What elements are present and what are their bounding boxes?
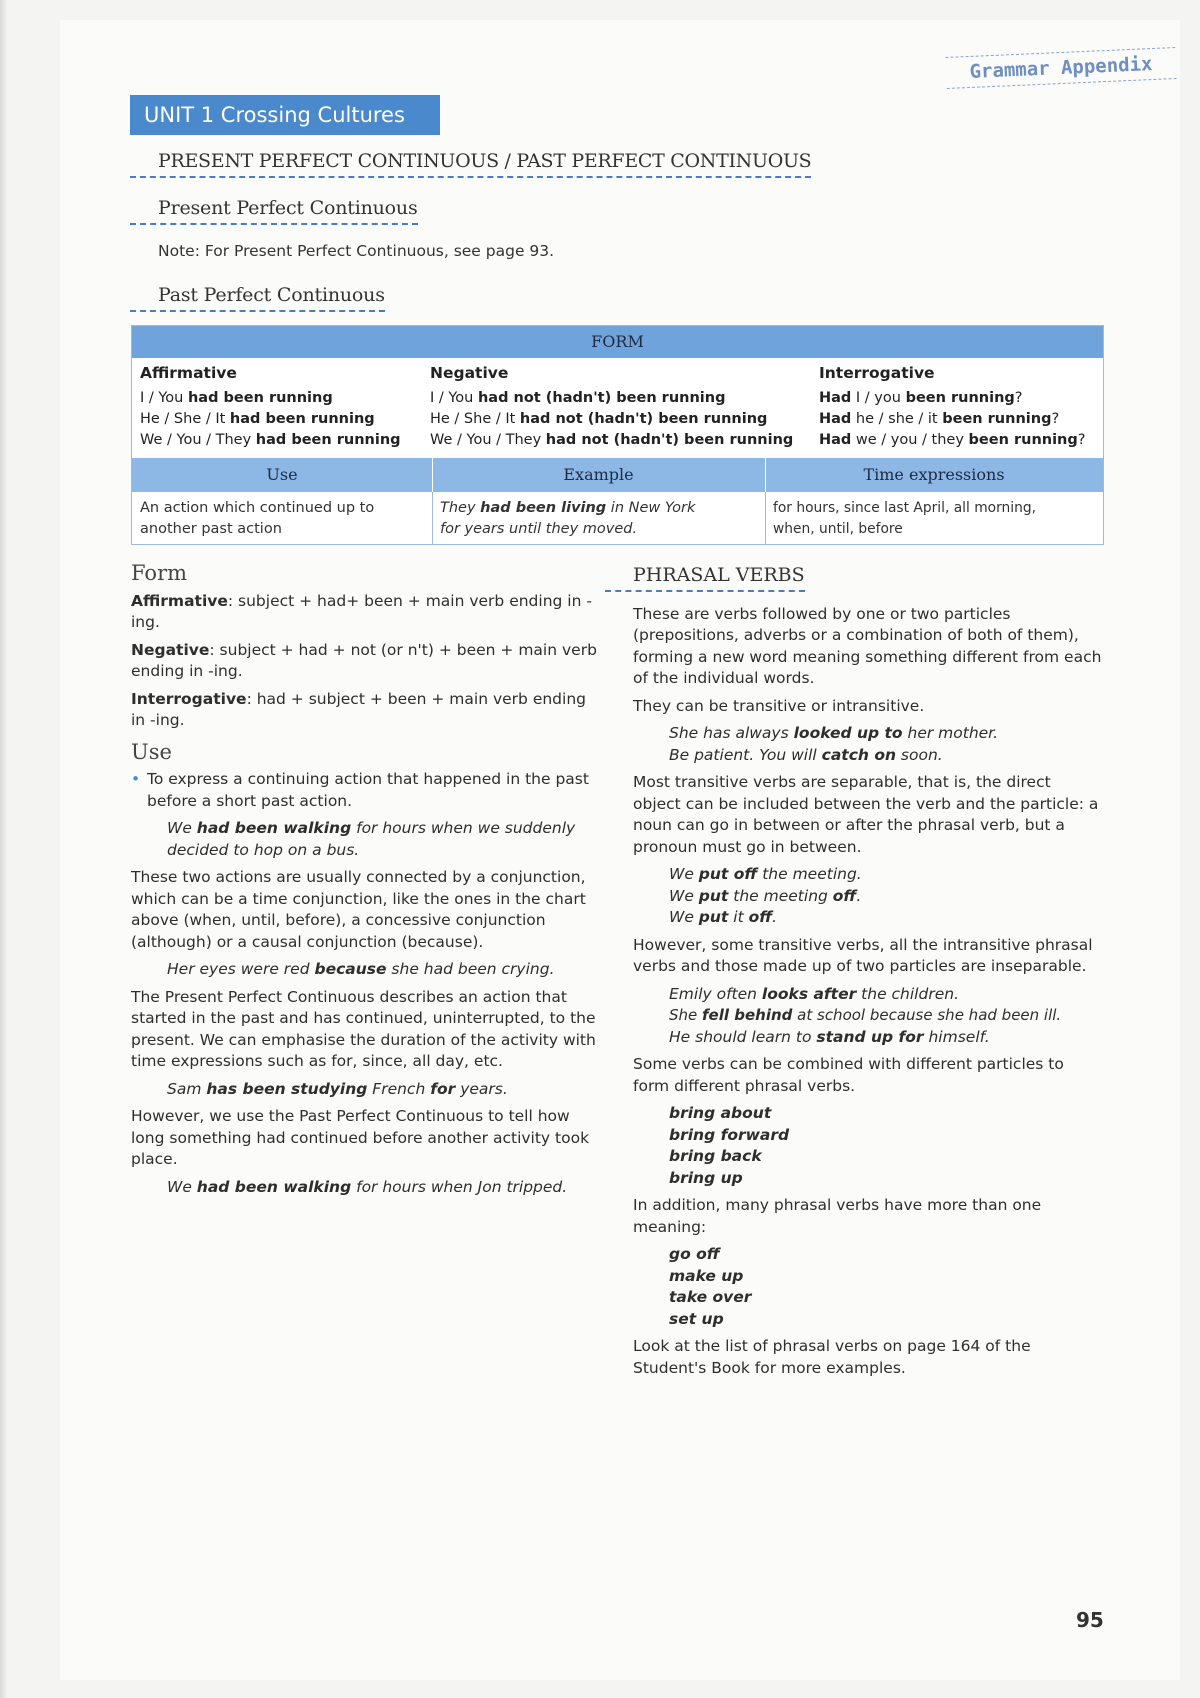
page-number: 95 [1076, 1608, 1104, 1632]
phrasal-verbs-title: PHRASAL VERBS [605, 565, 805, 592]
paragraph: Some verbs can be combined with different particles to form different phrasal verbs. [633, 1055, 1064, 1095]
paragraph: These two actions are usually connected by a conjunction, which can be a time conjunction, like the ones in the chart above (when, until, before), a concessive conjunction (although) or a causal conjunction (because). [131, 868, 586, 951]
negative-column [430, 364, 793, 451]
paragraph: These are verbs followed by one or two particles (prepositions, adverbs or a combination of both of them), forming a new word meaning something different from each of the individual words. [633, 604, 1102, 687]
paragraph: In addition, many phrasal verbs have more than one meaning: [633, 1196, 1042, 1236]
paragraph: Most transitive verbs are separable, that is, the direct object can be included between the verb and the particle: a noun can go in between or after the phrasal verb, but a pronoun must go in between. [633, 773, 1099, 856]
negative-line: We / You / They had not (hadn't) been running [430, 432, 794, 448]
example-sentence: He should learn to stand up for himself. [669, 1027, 990, 1046]
negative-label: Negative [430, 364, 509, 382]
example-sentence: We had been walking for hours when Jon tripped. [167, 1177, 568, 1196]
form-negative: Negative: subject + had + not (or n't) + been + main verb ending in -ing. [131, 640, 597, 680]
unit-banner: UNIT 1 Crossing Cultures [130, 95, 440, 135]
paragraph: Look at the list of phrasal verbs on page 164 of the Student's Book for more examples. [633, 1337, 1031, 1377]
note-line [158, 242, 554, 260]
example-cell: They had been living in New York for years until they moved. [440, 500, 696, 537]
phrasal-verb-item: set up [669, 1309, 724, 1328]
paragraph: However, some transitive verbs, all the intransitive phrasal verbs and those made up of two particles are inseparable. [633, 935, 1093, 975]
interrogative-label: Interrogative [819, 364, 935, 382]
table-header-form: FORM [132, 326, 1103, 358]
form-title: Form [131, 561, 188, 585]
example-sentence: Be patient. You will catch on soon. [669, 745, 943, 764]
table-forms-row [132, 358, 1103, 458]
affirmative-line: We / You / They had been running [140, 432, 401, 448]
subheader-use: Use [266, 465, 298, 484]
right-column [633, 565, 1103, 1385]
negative-line: He / She / It had not (hadn't) been running [430, 411, 768, 427]
example-sentence: Sam has been studying French for years. [167, 1079, 508, 1098]
interrogative-line: Had he / she / it been running? [819, 411, 1060, 427]
use-title: Use [131, 739, 172, 764]
phrasal-verb-item: bring back [669, 1147, 762, 1165]
bullet-icon: • [131, 770, 141, 788]
column-divider [432, 492, 433, 544]
main-heading: PRESENT PERFECT CONTINUOUS / PAST PERFECT CONTINUOUS [130, 150, 811, 178]
form-affirmative: Affirmative: subject + had+ been + main verb ending in -ing. [131, 591, 592, 631]
interrogative-line: Had I / you been running? [819, 390, 1023, 406]
affirmative-label: Affirmative [140, 364, 237, 382]
example-sentence: We had been walking for hours when we suddenly decided to hop on a bus. [167, 819, 576, 859]
note-label: Note: [158, 242, 200, 260]
example-sentence: We put the meeting off. [669, 886, 862, 905]
example-sentence: Her eyes were red because she had been crying. [167, 960, 555, 978]
page-binding-shadow [0, 0, 8, 1698]
example-sentence: Emily often looks after the children. [669, 984, 959, 1003]
phrasal-verb-item: go off [669, 1245, 720, 1263]
phrasal-verb-item: bring about [669, 1104, 772, 1122]
paragraph: However, we use the Past Perfect Continuous to tell how long something had continued before another activity took place. [131, 1107, 590, 1168]
example-sentence: She has always looked up to her mother. [669, 724, 999, 742]
table-data-row [132, 492, 1103, 544]
grammar-appendix-tag: Grammar Appendix [945, 47, 1176, 89]
example-sentence: She fell behind at school because she had been ill. [669, 1006, 1062, 1024]
example-sentence: We put off the meeting. [669, 865, 862, 883]
paragraph: They can be transitive or intransitive. [633, 696, 925, 715]
phrasal-verb-item: take over [669, 1288, 752, 1306]
affirmative-line: I / You had been running [140, 390, 333, 406]
negative-line: I / You had not (hadn't) been running [430, 390, 726, 406]
example-sentence: We put it off. [669, 908, 778, 926]
left-column [131, 563, 601, 1204]
subheader-example: Example [563, 465, 634, 484]
form-interrogative: Interrogative: had + subject + been + main verb ending in -ing. [131, 689, 586, 729]
use-bullet: • To express a continuing action that happened in the past before a short past action. [131, 770, 589, 810]
affirmative-column [140, 364, 401, 451]
note-text: For Present Perfect Continuous, see page 93. [199, 242, 555, 260]
phrasal-verb-item: make up [669, 1266, 744, 1285]
subheading-past-perfect-continuous: Past Perfect Continuous [130, 284, 385, 312]
table-subheader-row [132, 458, 1103, 492]
interrogative-column [819, 364, 1085, 451]
time-expressions-cell: for hours, since last April, all morning, when, until, before [773, 500, 1037, 537]
column-divider [765, 492, 766, 544]
phrasal-verb-item: bring up [669, 1168, 743, 1187]
phrasal-verb-item: bring forward [669, 1125, 790, 1144]
grammar-form-table [131, 325, 1104, 545]
subheading-present-perfect-continuous: Present Perfect Continuous [130, 197, 418, 225]
paragraph: The Present Perfect Continuous describes an action that started in the past and has continued, uninterrupted, to the present. We can emphasise the duration of the activity with time expressions such as for, since, all day, etc. [131, 987, 596, 1070]
subheader-time-expressions: Time expressions [863, 465, 1005, 484]
affirmative-line: He / She / It had been running [140, 411, 375, 427]
interrogative-line: Had we / you / they been running? [819, 432, 1086, 448]
use-cell: An action which continued up to another past action [140, 500, 375, 537]
